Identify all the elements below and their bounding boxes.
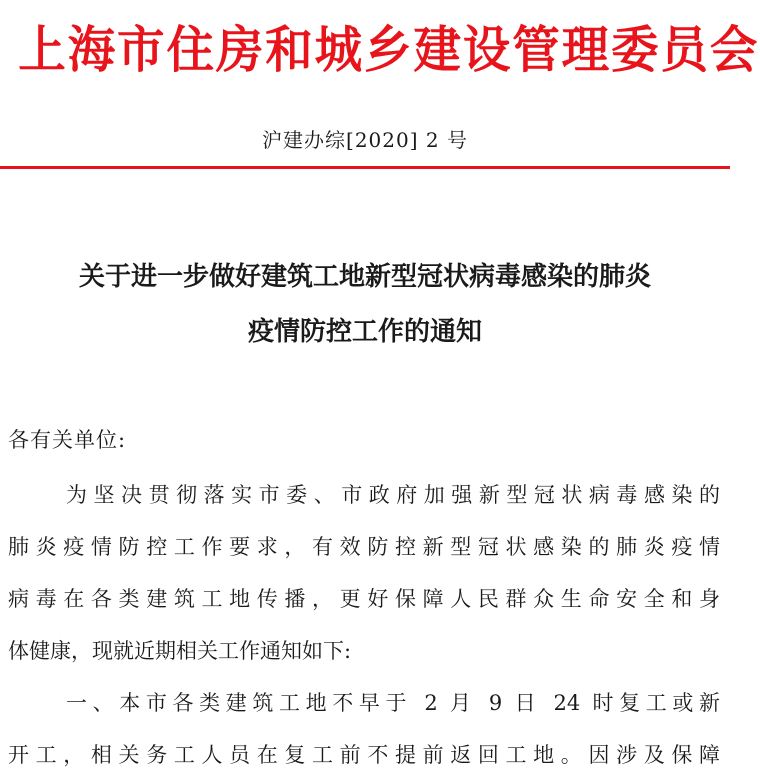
- agency-masthead: 上海市住房和城乡建设管理委员会: [18, 21, 760, 79]
- paragraph-line: 肺炎疫情防控工作要求，有效防控新型冠状感染的肺炎疫情: [8, 535, 720, 559]
- paragraph-line: 开工，相关务工人员在复工前不提前返回工地。因涉及保障: [8, 743, 720, 767]
- salutation: 各有关单位:: [8, 428, 127, 452]
- paragraph-line: 一、本市各类建筑工地不早于 2 月 9 日 24 时复工或新: [66, 691, 720, 715]
- notice-title-line-1: 关于进一步做好建筑工地新型冠状病毒感染的肺炎: [78, 262, 651, 292]
- paragraph-line: 为坚决贯彻落实市委、市政府加强新型冠状病毒感染的: [66, 483, 720, 507]
- paragraph-line: 体健康，现就近期相关工作通知如下:: [8, 639, 352, 663]
- document-number: 沪建办综[2020] 2 号: [262, 128, 468, 152]
- notice-title-line-2: 疫情防控工作的通知: [247, 317, 482, 347]
- red-header-rule: [0, 166, 730, 169]
- paragraph-line: 病毒在各类建筑工地传播，更好保障人民群众生命安全和身: [8, 587, 720, 611]
